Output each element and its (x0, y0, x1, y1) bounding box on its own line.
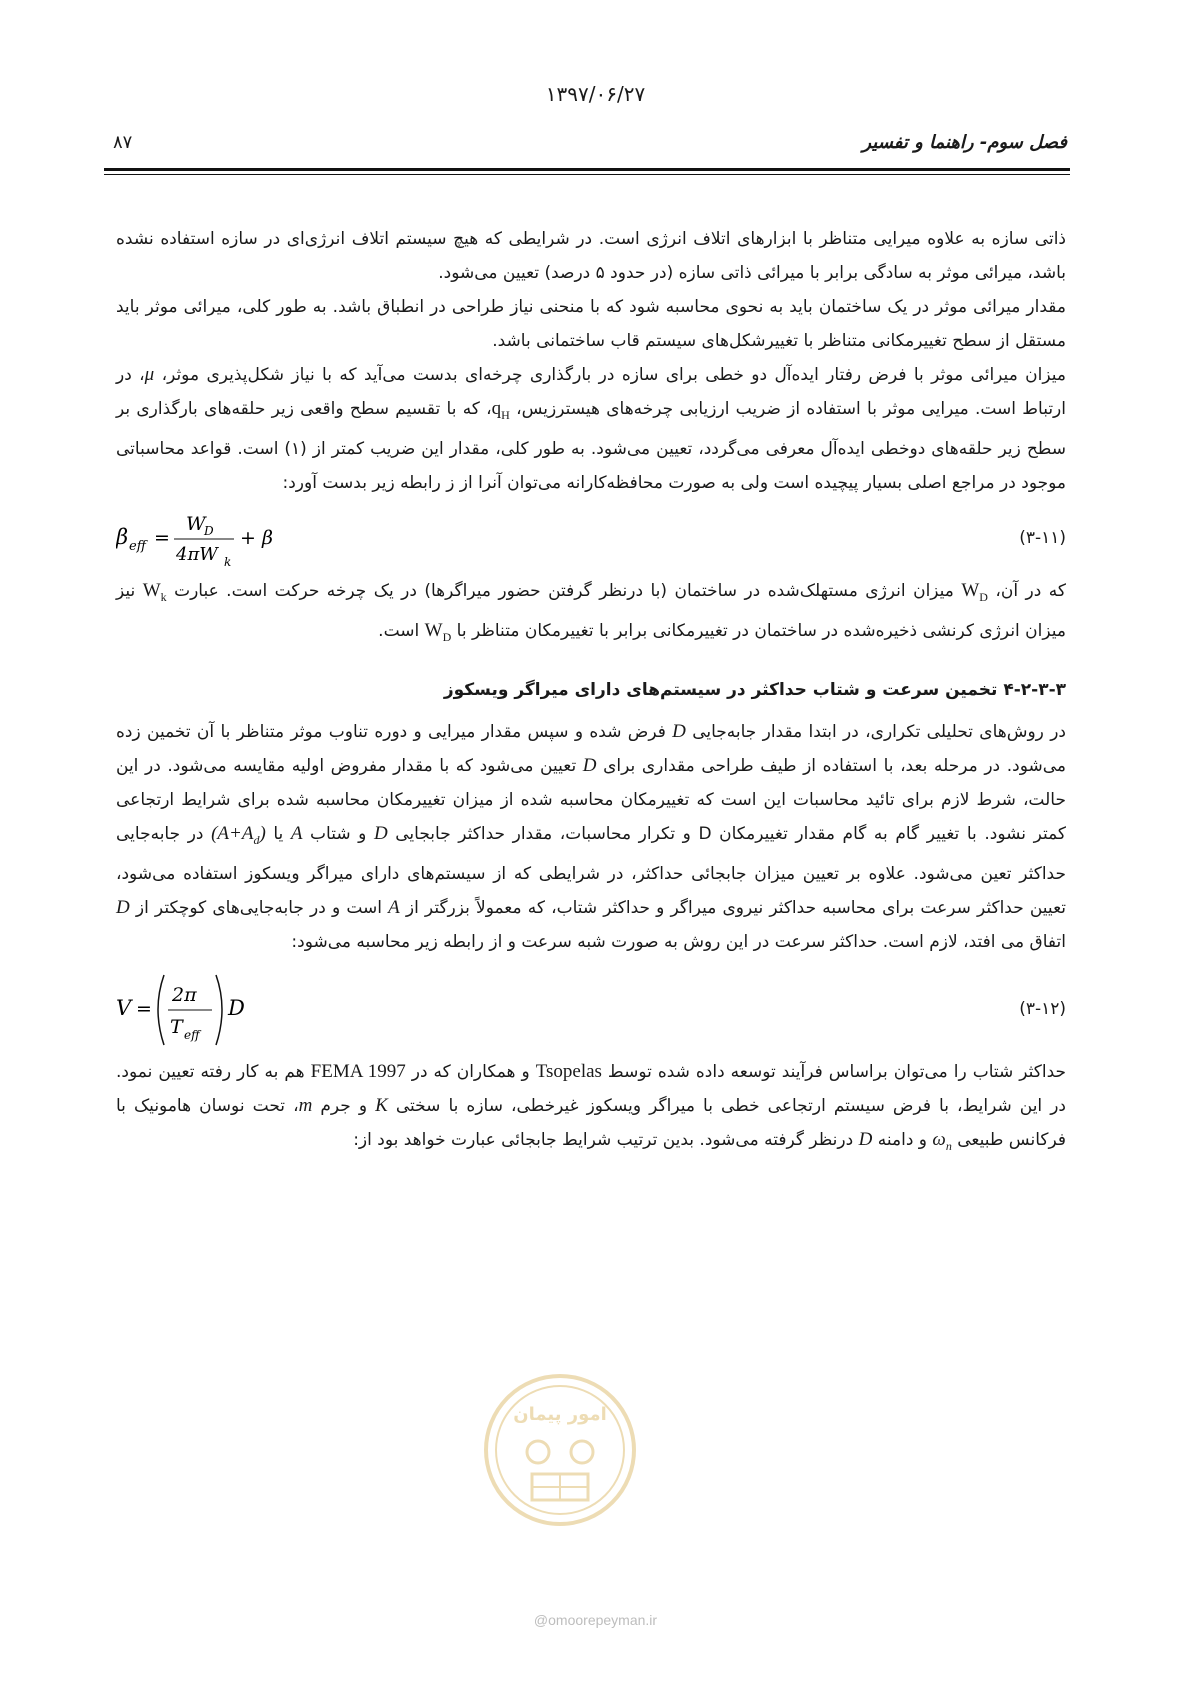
logo-left-emblem (527, 1441, 549, 1463)
eq12-equals: = (136, 998, 152, 1021)
paragraph-5 (116, 715, 1066, 959)
chapter-title: فصل سوم- راهنما و تفسیر (862, 132, 1067, 153)
wk-subscript: k (160, 589, 167, 604)
q-letter: q (491, 398, 502, 419)
p6-text-g: درنظر گرفته می‌شود. بدین ترتیب شرایط جابجائی عبارت خواهد بود از: (353, 1130, 859, 1151)
watermark-logo (480, 1370, 640, 1530)
tsopelas-name: Tsopelas (535, 1061, 602, 1083)
equation-12-svg (116, 967, 266, 1051)
eq11-equals: = (154, 526, 170, 549)
eq11-denominator-sub: k (224, 554, 232, 569)
wd-subscript: D (979, 589, 988, 604)
p5-var-D: D (672, 721, 686, 743)
omega-letter: ω (932, 1129, 946, 1151)
p5-text-b: فرض شده و سپس مقدار میرایی و دوره تناوب موثر متناظر با آن تخمین زده می‌شود. در مرحله بعد، با استفاده از طیف طراحی مقداری برای (116, 722, 1066, 777)
p5-var-D4: D (116, 897, 130, 919)
paragraph-1: ذاتی سازه به علاوه میرایی متناظر با ابزارهای اتلاف انرژی است. در شرایطی که هیچ سیستم اتلاف انرژی‌ای در سازه استفاده نشده باشد، میرائی موثر به سادگی برابر با میرائی ذاتی سازه (در حدود ۵ درصد) تعیین می‌شود. (116, 229, 1066, 283)
p6-text-f: و دامنه (872, 1130, 933, 1151)
p5-var-A2: A (388, 897, 400, 919)
date-header: ۱۳۹۷/۰۶/۲۷ (545, 82, 646, 106)
p5-var-A: A (290, 823, 303, 845)
logo-text: امور پیمان (513, 1404, 607, 1425)
paragraph-3 (116, 358, 1066, 500)
p5-text-h: اتفاق می افتد، لازم است. حداکثر سرعت در این روش به صورت شبه سرعت و از رابطه زیر محاسبه می‌شود: (291, 932, 1066, 953)
a-plus-a-text: (A+A (211, 823, 254, 845)
p5-text-g: است و در جابه‌جایی‌های کوچکتر از (129, 898, 389, 919)
eq11-plus-beta: + β (240, 526, 273, 549)
eq11-numerator-sub: D (204, 523, 214, 538)
equation-11-row (116, 504, 1066, 572)
p6-var-m: m (298, 1095, 313, 1117)
equation-12 (116, 967, 266, 1061)
p6-var-K: K (375, 1095, 388, 1117)
wd-symbol-2 (424, 619, 452, 644)
p5-text-f: در جابه‌جایی حداکثر تعین می‌شود. علاوه بر تعیین میزان جابجائی حداکثر، در شرایطی که از سیستم‌های دارای میراگر ویسکوز استفاده می‌شود، تعیین حداکثر سرعت برای محاسبه حداکثر نیروی میراگر و حداکثر شتاب، که معمولاً بزرگتر از (116, 824, 1066, 919)
p5-var-D2: D (582, 755, 597, 777)
logo-right-emblem (571, 1441, 593, 1463)
p4-text-d: است. (378, 620, 425, 641)
page-number: ۸۷ (113, 132, 133, 153)
omega-subscript: n (945, 1138, 952, 1153)
logo-outer-ring (486, 1376, 634, 1524)
paragraph-6 (116, 1055, 1066, 1163)
equation-11-number: (۳-۱۱) (1019, 527, 1066, 548)
page-body (116, 222, 1066, 1163)
qh-symbol (491, 398, 510, 422)
p6-text-d: و جرم (312, 1096, 376, 1117)
eq12-lhs: V (116, 996, 132, 1021)
p6-text-a: حداکثر شتاب را می‌توان براساس فرآیند توسعه داده شده توسط (601, 1062, 1067, 1083)
p6-var-omega (932, 1129, 952, 1153)
q-subscript: H (501, 407, 510, 422)
watermark-logo-svg (480, 1370, 640, 1530)
header-rule-thin (104, 174, 1070, 175)
paragraph-4 (116, 574, 1066, 654)
p5-text-d: و شتاب (302, 824, 374, 845)
a-plus-a-close: ) (259, 823, 266, 845)
wk-symbol (142, 579, 167, 604)
p5-text-c: تعیین می‌شود که با مقدار مفروض اولیه مقایسه می‌شود. در این حالت، شرط لازم برای تائید محاسبات این است که تغییرمکان محاسبه شده از میزان تغییرمکان محاسبه شده برای شرایط ارتجاعی کمتر نشود. با تغییر گام به گام مقدار تغییرمکان D و تکرار محاسبات، مقدار حداکثر جابجایی (116, 756, 1067, 845)
paragraph-2: مقدار میرائی موثر در یک ساختمان باید به نحوی محاسبه شود که با منحنی نیاز طراحی در انطباق باشد. به طور کلی، میرائی موثر باید مستقل از سطح تغییرمکانی متناظر با تغییرشکل‌های سیستم قاب ساختمانی باشد. (116, 297, 1066, 351)
p3-text-c: ، که با تقسیم سطح واقعی زیر حلقه‌های بارگذاری بر سطح زیر حلقه‌های دوخطی ایده‌آل معرفی می‌گردد، تعیین می‌شود. به طور کلی، مقدار این ضریب کمتر از (۱) است. قواعد محاسباتی موجود در مراجع اصلی بسیار پیچیده است ولی به صورت محافظه‌کارانه می‌توان آنرا از ز رابطه زیر بدست آورد: (116, 399, 1066, 493)
wk-letter: W (142, 579, 161, 601)
p4-text-a: که در آن، (987, 580, 1066, 601)
eq12-numerator: 2π (172, 984, 197, 1007)
p6-text-c: هم به کار رفته تعیین نمود. در این شرایط، با فرض سیستم ارتجاعی خطی با میراگر ویسکوز غیرخطی، سازه با سختی (116, 1062, 1066, 1117)
eq11-beta-sub: eff (129, 538, 146, 554)
mu-symbol: μ (144, 364, 155, 385)
equation-11 (116, 504, 286, 582)
p6-text-e: ، تحت نوسان هامونیک با فرکانس طبیعی (116, 1096, 1066, 1151)
eq11-denominator: 4πW (176, 543, 218, 565)
p5-var-A-plus-Ad (211, 823, 266, 848)
p5-text-a: در روش‌های تحلیلی تکراری، در ابتدا مقدار جابه‌جایی (685, 722, 1066, 743)
equation-11-svg (116, 504, 286, 572)
eq11-beta: β (116, 524, 129, 549)
header-rule-thick (104, 168, 1070, 171)
wd-letter: W (961, 579, 980, 601)
eq12-denominator-sub: eff (184, 1028, 200, 1043)
p4-text-b: میزان انرژی مستهلک‌شده در ساختمان (با درنظر گرفتن حضور میراگرها) در یک چرخه حرکت است. عبارت (166, 580, 962, 601)
equation-12-number: (۳-۱۲) (1019, 999, 1066, 1020)
section-heading: ۴-۲-۳-۳ تخمین سرعت و شتاب حداکثر در سیستم‌های دارای میراگر ویسکوز (443, 680, 1066, 701)
eq12-denominator: T (170, 1016, 183, 1039)
p6-var-D: D (858, 1129, 873, 1151)
p3-text-b: ، در ارتباط است. میرایی موثر با استفاده از ضریب ارزیابی چرخه‌های هیسترزیس، (116, 365, 1066, 419)
a-plus-a-subscript: d (253, 833, 260, 848)
p5-text-e: یا (265, 824, 291, 845)
p3-text-a: میزان میرائی موثر با فرض رفتار ایده‌آل دو خطی برای سازه در بارگذاری چرخه‌ای بدست می‌آید که با نیاز شکل‌پذیری موثر، (154, 365, 1067, 385)
equation-12-row (116, 967, 1066, 1051)
watermark-site: @omoorepeyman.ir (533, 1612, 658, 1628)
wd2-subscript: D (442, 629, 452, 644)
wd-symbol (961, 579, 988, 604)
p4-text-c: نیز میزان انرژی کرنشی ذخیره‌شده در ساختمان در تغییرمکانی برابر با تغییرمکان متناظر با (116, 580, 1066, 641)
eq12-left-paren (158, 975, 164, 1045)
eq11-numerator: W (186, 512, 206, 535)
fema-reference: FEMA 1997 (310, 1061, 406, 1083)
p6-text-b: و همکاران که در (405, 1062, 536, 1083)
wd2-letter: W (424, 619, 443, 641)
eq12-right-paren (216, 975, 222, 1045)
eq12-rhs: D (228, 996, 245, 1021)
p5-var-D3: D (373, 823, 388, 845)
